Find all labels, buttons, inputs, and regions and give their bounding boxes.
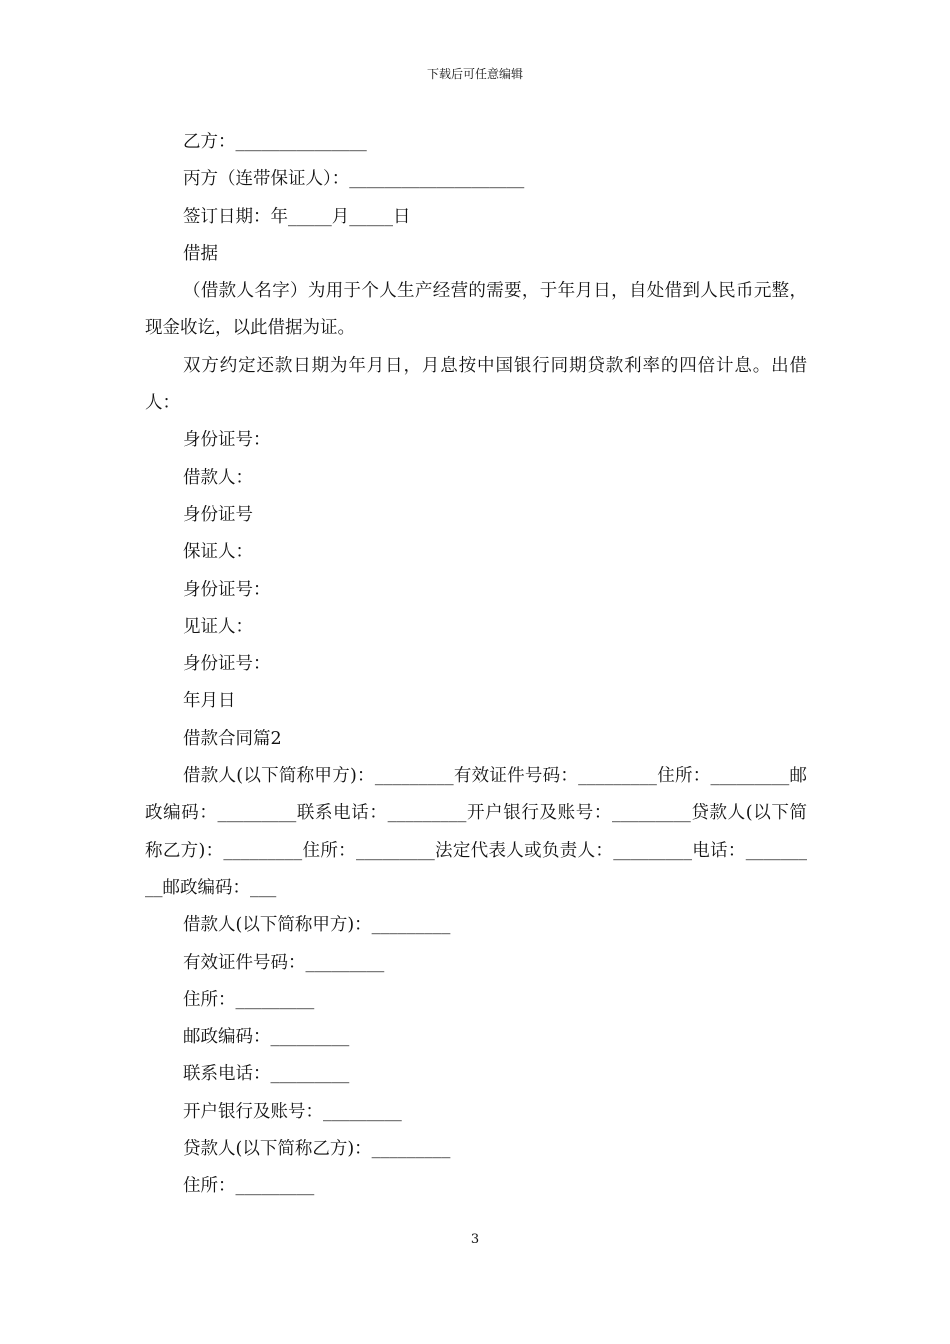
phone-line: 联系电话：_________	[183, 1064, 350, 1085]
borrower-line: 借款人：	[183, 467, 253, 488]
repayment-paragraph: 双方约定还款日期为年月日，月息按中国银行同期贷款利率的四倍计息。出借人：	[145, 355, 807, 414]
lender-address-line: 住所：_________	[183, 1176, 315, 1197]
party-b-line: 乙方：_______________	[183, 132, 367, 152]
borrower-id-line: 身份证号	[183, 504, 253, 525]
address-line: 住所：_________	[183, 989, 315, 1010]
page-number: 3	[470, 1232, 480, 1247]
witness-line: 见证人：	[183, 616, 253, 637]
document-body	[145, 124, 807, 1206]
witness-id-line: 身份证号：	[183, 654, 271, 675]
lender-id-line: 身份证号：	[183, 430, 271, 451]
id-number-line: 有效证件号码：_________	[183, 952, 385, 973]
iou-paragraph: （借款人名字）为用于个人生产经营的需要，于年月日，自处借到人民币元整，现金收讫，以此借据为证。	[145, 281, 807, 339]
signing-date-line: 签订日期：年_____月_____日	[183, 206, 411, 227]
postal-code-line: 邮政编码：_________	[183, 1027, 350, 1048]
date-line: 年月日	[183, 691, 236, 712]
guarantor-id-line: 身份证号：	[183, 579, 271, 600]
parties-paragraph: 借款人(以下简称甲方)：_________有效证件号码：_________住所：_________邮政编码：_________联系电话：_________开户银行及账号：_________贷款人(以下简称乙方)：_________住所：_________法定代表人或负责人：_________电话：_________邮政编码：___	[145, 766, 807, 898]
party-c-guarantor-line: 丙方（连带保证人）：____________________	[183, 169, 525, 190]
section-title: 借款合同篇2	[183, 728, 282, 749]
page-header: 下载后可任意编辑	[426, 67, 523, 81]
bank-account-line: 开户银行及账号：_________	[183, 1101, 402, 1122]
lender-party-b-line: 贷款人(以下简称乙方)：_________	[183, 1139, 451, 1160]
guarantor-line: 保证人：	[183, 542, 253, 563]
borrower-party-a-line: 借款人(以下简称甲方)：_________	[183, 915, 451, 936]
iou-heading: 借据	[183, 243, 218, 264]
